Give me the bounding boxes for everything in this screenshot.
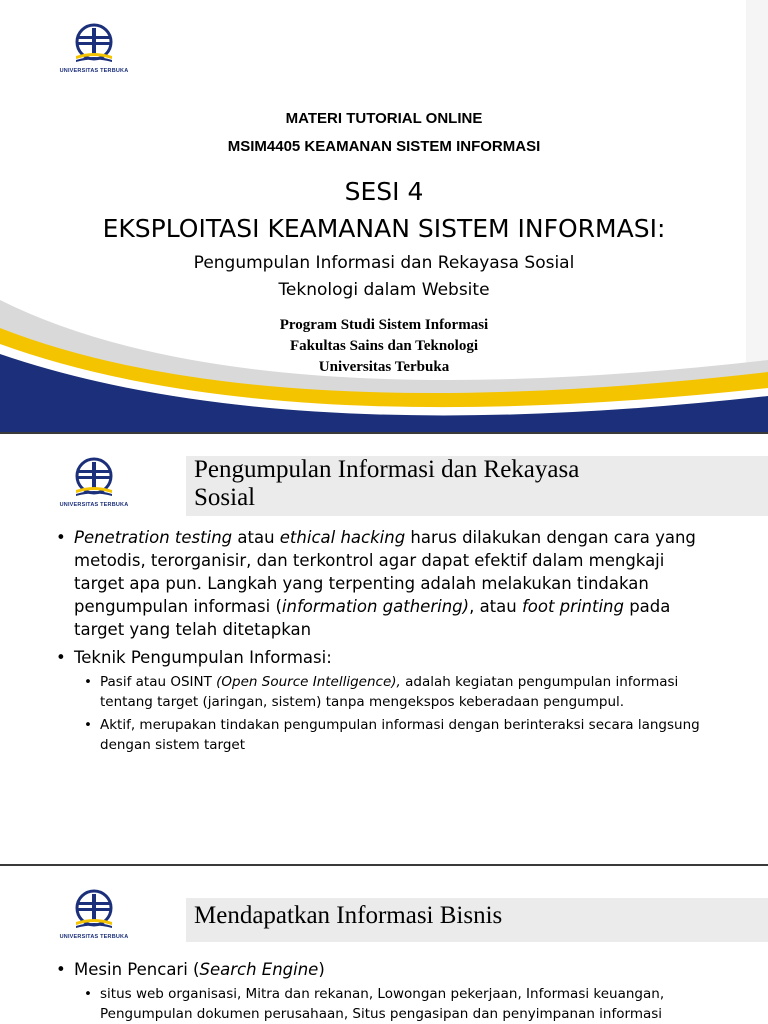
slide-title-line-1: Pengumpulan Informasi dan Rekayasa (194, 456, 580, 483)
logo-emblem-icon (52, 22, 136, 66)
slide-title-text: Mendapatkan Informasi Bisnis (194, 902, 503, 929)
slide-3 (0, 866, 768, 1024)
university-logo (52, 22, 136, 74)
org-line-1: Program Studi Sistem Informasi (279, 317, 489, 333)
sub-bullet-aktif: • Aktif, merupakan tindakan pengumpulan informasi dengan berinteraksi secara langsung dengan sistem target (84, 716, 718, 755)
subtitle-line-1: Pengumpulan Informasi dan Rekayasa Sosial (193, 253, 575, 273)
bullet-teknik: • Teknik Pengumpulan Informasi: (56, 646, 718, 669)
logo-label: UNIVERSITAS TERBUKA (59, 502, 129, 508)
slide-title (186, 456, 768, 516)
logo-emblem-icon (52, 456, 136, 500)
bullet-list (56, 526, 718, 755)
slide-title (186, 898, 768, 942)
slide-2 (0, 434, 768, 864)
course-line-1: MATERI TUTORIAL ONLINE (285, 110, 483, 127)
slide-title-line-2: Sosial (194, 484, 256, 511)
org-line-2: Fakultas Sains dan Teknologi (289, 338, 478, 354)
bullet-penetration-testing: • Penetration testing atau ethical hacking harus dilakukan dengan cara yang metodis, terorganisir, dan terkontrol agar dapat efektif dalam mengkaji target apa pun. Langkah yang terpenting adalah melakukan tindakan pengumpulan informasi (information gathering), atau foot printing pada target yang telah ditetapkan (56, 526, 718, 641)
logo-label: UNIVERSITAS TERBUKA (59, 934, 129, 940)
sub-bullet-pasif: • Pasif atau OSINT (Open Source Intelligence), adalah kegiatan pengumpulan informasi tentang target (jaringan, sistem) tanpa mengekspos keberadaan pengumpul. (84, 673, 718, 712)
sub-bullet-sources: • situs web organisasi, Mitra dan rekanan, Lowongan pekerjaan, Informasi keuangan, Pengumpulan dokumen perusahaan, Situs pengasipan dan penyimpanan informasi (84, 985, 718, 1024)
bullet-list (56, 958, 718, 1024)
logo-emblem-icon (52, 888, 136, 932)
logo-label: UNIVERSITAS TERBUKA (59, 68, 129, 74)
org-line-3: Universitas Terbuka (318, 359, 450, 375)
university-logo (52, 456, 136, 508)
slide-main-title: EKSPLOITASI KEAMANAN SISTEM INFORMASI: (102, 214, 666, 243)
session-number: SESI 4 (344, 177, 424, 206)
university-logo (52, 888, 136, 940)
bullet-search-engine: • Mesin Pencari (Search Engine) (56, 958, 718, 981)
slide-1 (0, 0, 768, 432)
course-line-2: MSIM4405 KEAMANAN SISTEM INFORMASI (227, 138, 541, 155)
decorative-wave (0, 300, 768, 432)
subtitle-line-2: Teknologi dalam Website (278, 280, 490, 300)
